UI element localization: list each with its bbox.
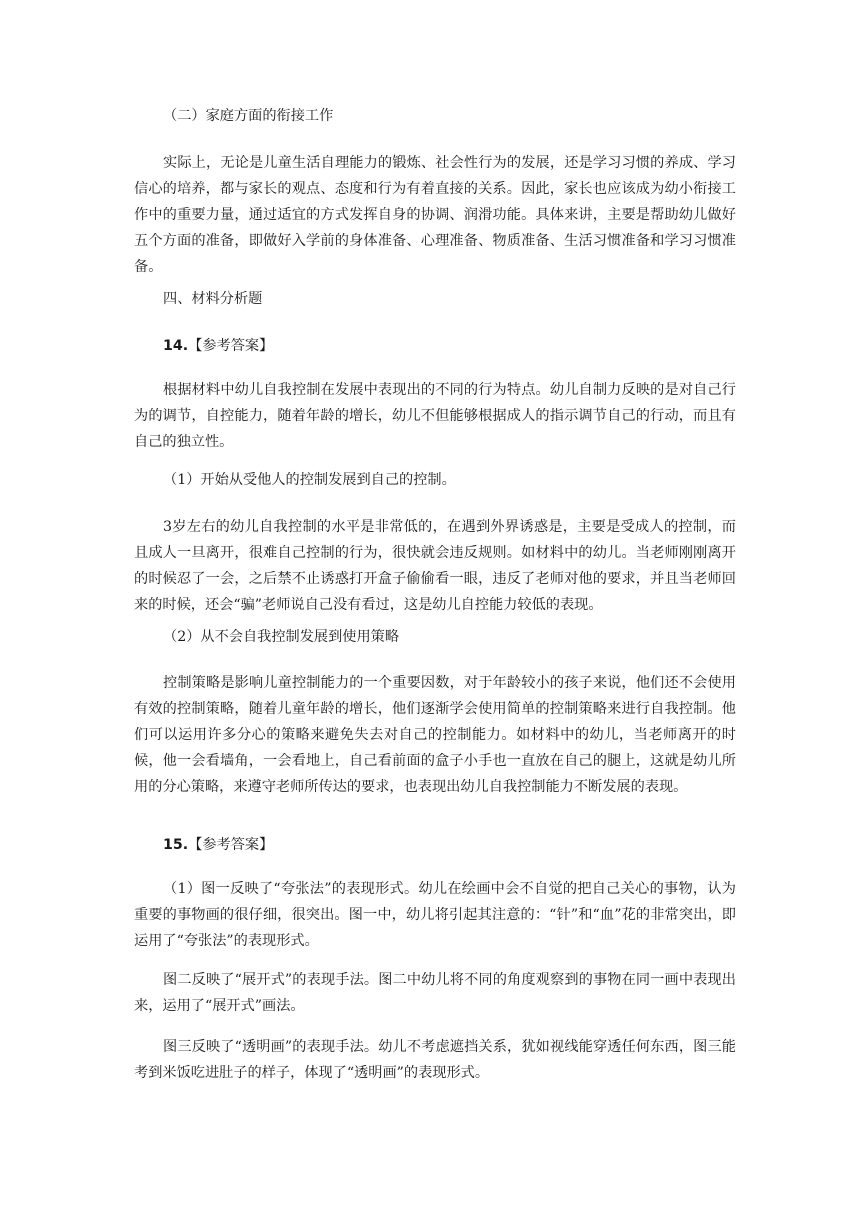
q14-heading (134, 333, 736, 359)
q15-paragraph-2: 图二反映了“展开式”的表现手法。图二中幼儿将不同的角度观察到的事物在同一画中表现出来，运用了“展开式”画法。 (134, 972, 736, 1014)
q14-number: 14. (163, 338, 189, 354)
q14-intro: 根据材料中幼儿自我控制在发展中表现出的不同的行为特点。幼儿自制力反映的是对自己行为的调节，自控能力，随着年龄的增长，幼儿不但能够根据成人的指示调节自己的行动，而且有自己的独立性。 (134, 382, 736, 450)
q15-number: 15. (163, 837, 189, 853)
q14-point1-body: 3岁左右的幼儿自我控制的水平是非常低的，在遇到外界诱惑是，主要是受成人的控制，而且成人一旦离开，很难自己控制的行为，很快就会违反规则。如材料中的幼儿。当老师刚刚离开的时候忍了一会，之后禁不止诱惑打开盒子偷偷看一眼，违反了老师对他的要求，并且当老师回来的时候，还会“骗”老师说自己没有看过，这是幼儿自控能力较低的表现。 (134, 519, 736, 613)
q14-label: 【参考答案】 (188, 338, 274, 354)
q15-heading (134, 832, 736, 858)
q14-point2-heading: （2）从不会自我控制发展到使用策略 (163, 629, 400, 645)
section-four-heading: 四、材料分析题 (163, 291, 263, 307)
q15-paragraph-3: 图三反映了“透明画”的表现手法。幼儿不考虑遮挡关系，犹如视线能穿透任何东西，图三能考到米饭吃进肚子的样子，体现了“透明画”的表现形式。 (134, 1039, 736, 1081)
q15-label: 【参考答案】 (188, 837, 274, 853)
section-family-heading: （二）家庭方面的衔接工作 (163, 108, 334, 124)
q14-point2-body: 控制策略是影响儿童控制能力的一个重要因数，对于年龄较小的孩子来说，他们还不会使用有效的控制策略，随着儿童年龄的增长，他们逐渐学会使用简单的控制策略来进行自我控制。他们可以运用许多分心的策略来避免失去对自己的控制能力。如材料中的幼儿，当老师离开的时候，他一会看墙角，一会看地上，自己看前面的盒子小手也一直放在自己的腿上，这就是幼儿所用的分心策略，来遵守老师所传达的要求，也表现出幼儿自我控制能力不断发展的表现。 (134, 675, 736, 795)
q15-paragraph-1: （1）图一反映了“夸张法”的表现形式。幼儿在绘画中会不自觉的把自己关心的事物，认为重要的事物画的很仔细，很突出。图一中，幼儿将引起其注意的：“针”和“血”花的非常突出，即运用了“夸张法”的表现形式。 (134, 881, 736, 949)
q14-point1-heading: （1）开始从受他人的控制发展到自己的控制。 (163, 472, 456, 488)
section-family-body: 实际上，无论是儿童生活自理能力的锻炼、社会性行为的发展，还是学习习惯的养成、学习信心的培养，都与家长的观点、态度和行为有着直接的关系。因此，家长也应该成为幼小衔接工作中的重要力量，通过适宜的方式发挥自身的协调、润滑功能。具体来讲，主要是帮助幼儿做好五个方面的准备，即做好入学前的身体准备、心理准备、物质准备、生活习惯准备和学习习惯准备。 (134, 155, 736, 275)
